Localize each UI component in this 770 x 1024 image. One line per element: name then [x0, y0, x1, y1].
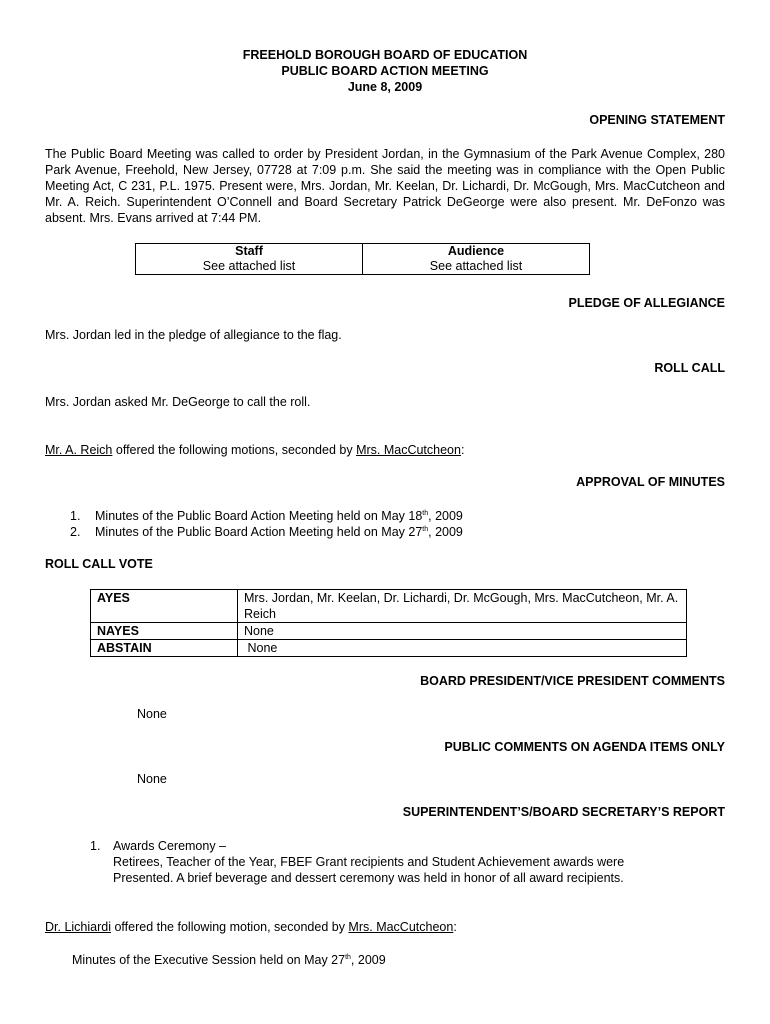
executive-session-tail: , 2009: [350, 953, 386, 967]
superintendent-report-heading: SUPERINTENDENT’S/BOARD SECRETARY’S REPORT: [402, 805, 725, 819]
vote-row-nayes: [91, 623, 687, 640]
list-item: [70, 508, 463, 524]
list-tail: , 2009: [428, 525, 463, 539]
vote-value: None: [238, 640, 687, 657]
motion-mover: Dr. Lichiardi: [45, 920, 111, 934]
roll-call-vote-heading: ROLL CALL VOTE: [45, 557, 153, 571]
list-text: Minutes of the Public Board Action Meeting held on May 27: [95, 525, 423, 539]
president-comments-heading: BOARD PRESIDENT/VICE PRESIDENT COMMENTS: [420, 674, 725, 688]
doc-date: June 8, 2009: [347, 80, 423, 94]
attendance-header-staff: Staff: [136, 244, 363, 260]
pledge-heading: PLEDGE OF ALLEGIANCE: [568, 296, 725, 310]
doc-title-line1: FREEHOLD BOROUGH BOARD OF EDUCATION: [242, 48, 528, 62]
report-item-title: Awards Ceremony –: [113, 839, 227, 853]
president-comments-text: None: [137, 707, 167, 721]
roll-call-text: Mrs. Jordan asked Mr. DeGeorge to call the roll.: [45, 395, 311, 409]
motion-mover: Mr. A. Reich: [45, 443, 113, 457]
superscript: th: [345, 954, 351, 961]
motion-end: :: [460, 443, 465, 457]
motion-text: offered the following motions, seconded by: [112, 443, 357, 457]
report-item-line3: Presented. A brief beverage and dessert ceremony was held in honor of all award recipients.: [113, 871, 624, 885]
opening-statement-text: The Public Board Meeting was called to order by President Jordan, in the Gymnasium of the Park Avenue Complex, 280 Park Avenue, Freehold, New Jersey, 07728 at 7:09 p.m. She said the meeting was in compliance with the Open Public Meeting Act, C 231, P.L. 1975. Present were, Mrs. Jordan, Mr. Keelan, Dr. Lichardi, Dr. McGough, Mrs. MacCutcheon and Mr. A. Reich. Superintendent O’Connell and Board Secretary Patrick DeGeorge were also present. Mr. DeFonzo was absent. Mrs. Evans arrived at 7:44 PM.: [45, 147, 725, 225]
attendance-value-staff: See attached list: [136, 259, 363, 275]
attendance-header-audience: Audience: [363, 244, 590, 260]
report-item-line2: Retirees, Teacher of the Year, FBEF Grant recipients and Student Achievement awards were: [113, 855, 625, 869]
approval-minutes-heading: APPROVAL OF MINUTES: [576, 475, 725, 489]
pledge-text: Mrs. Jordan led in the pledge of allegiance to the flag.: [45, 328, 342, 342]
superscript: th: [422, 526, 429, 533]
vote-value: None: [238, 623, 687, 640]
minutes-list: [70, 508, 463, 540]
list-tail: , 2009: [428, 509, 463, 523]
vote-label: AYES: [91, 590, 238, 623]
vote-row-abstain: [91, 640, 687, 657]
list-item: [70, 524, 463, 540]
public-comments-heading: PUBLIC COMMENTS ON AGENDA ITEMS ONLY: [444, 740, 725, 754]
roll-call-heading: ROLL CALL: [654, 361, 725, 375]
vote-label: ABSTAIN: [91, 640, 238, 657]
vote-row-ayes: [91, 590, 687, 623]
motion-seconder: Mrs. MacCutcheon: [356, 443, 461, 457]
motion-text: offered the following motion, seconded by: [111, 920, 349, 934]
doc-title-line2: PUBLIC BOARD ACTION MEETING: [281, 64, 489, 78]
motion-statement-1: [45, 442, 464, 458]
report-item: [90, 838, 624, 886]
list-text: Minutes of the Public Board Action Meeting held on May 18: [95, 509, 423, 523]
vote-value: Mrs. Jordan, Mr. Keelan, Dr. Lichardi, Dr. McGough, Mrs. MacCutcheon, Mr. A. Reich: [238, 590, 687, 623]
motion-statement-2: [45, 919, 457, 935]
roll-call-vote-table: [90, 589, 687, 657]
motion-end: :: [453, 920, 457, 934]
report-item-number: 1.: [90, 839, 101, 853]
attendance-table: [135, 243, 590, 275]
attendance-value-audience: See attached list: [363, 259, 590, 275]
vote-label: NAYES: [91, 623, 238, 640]
public-comments-text: None: [137, 772, 167, 786]
list-number: 1.: [70, 509, 81, 523]
superscript: th: [422, 510, 429, 517]
executive-session-minutes: [72, 952, 386, 968]
opening-statement-heading: OPENING STATEMENT: [589, 113, 725, 127]
motion-seconder: Mrs. MacCutcheon: [348, 920, 454, 934]
executive-session-text: Minutes of the Executive Session held on May 27: [72, 953, 346, 967]
list-number: 2.: [70, 525, 81, 539]
